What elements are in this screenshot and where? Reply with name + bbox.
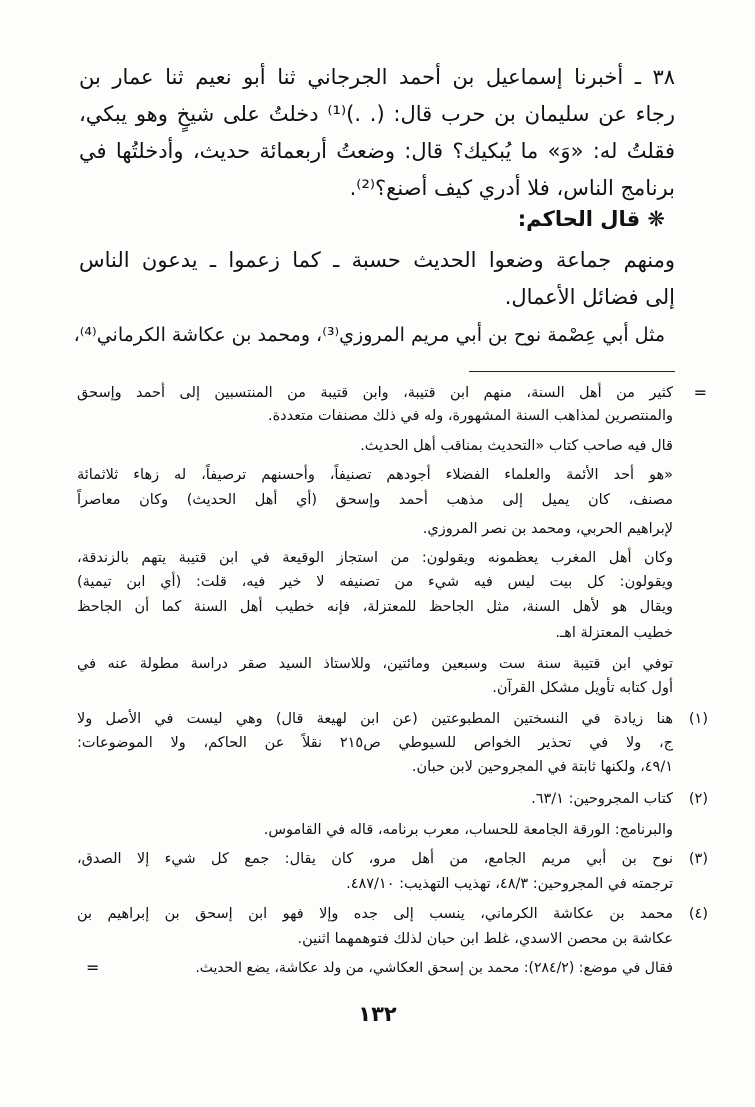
footnote-cont-line-7: وكان أهل المغرب يعظمونه ويقولون: من استجاز الوقيعة في ابن قتيبة يتهم بالزندقة، xyxy=(77,550,673,566)
footnote-cont-line-5: مصنف، كان يميل إلى مذهب أحمد وإسحق (أي أهل الحديث) وكان معاصراً xyxy=(77,492,673,508)
footnote-cont-line-10: خطيب المعتزلة اهـ. xyxy=(555,625,673,641)
footnote-cont-line-1: كثير من أهل السنة، منهم ابن قتيبة، وابن قتيبة من المنتسبين إلى أحمد وإسحق xyxy=(77,385,673,401)
footnote-number-2: (٢) xyxy=(688,791,708,807)
footnote-cont-line-6: لإبراهيم الحربي، ومحمد بن نصر المروزي. xyxy=(422,521,673,537)
main-text-line-5: ومنهم جماعة وضعوا الحديث حسبة ـ كما زعموا ـ يدعون الناس xyxy=(79,248,675,272)
footnote-cont-line-8: ويقولون: كل بيت ليس فيه شيء من تصنيفه لا خير فيه، قلت: (أي ابن تيمية) xyxy=(77,574,673,590)
main-text-line-6: إلى فضائل الأعمال. xyxy=(504,285,675,309)
footnote-cont-line-4: «هو أحد الأئمة والعلماء الفضلاء أجودهم تصنيفاً، وأحسنهم ترصيفاً، له زهاء ثلاثمائة xyxy=(77,467,673,483)
main-text-line-2: رجاء عن سليمان بن حرب قال: (. .)⁽¹⁾ دخلتُ على شيخٍ وهو يبكي، xyxy=(79,102,675,126)
footnote-3-line-1: نوح بن أبي مريم الجامع، من أهل مرو، كان يقال: جمع كل شيء إلا الصدق، xyxy=(77,851,673,867)
page-number: ١٣٢ xyxy=(358,1002,397,1026)
footnote-separator xyxy=(469,371,675,372)
section-heading: ❋ قال الحاكم: xyxy=(517,207,665,231)
footnote-cont-line-12: أول كتابه تأويل مشكل القرآن. xyxy=(492,680,673,696)
footnote-4-line-2: عكاشة بن محصن الاسدي، غلط ابن حبان لذلك فتوهمهما اثنين. xyxy=(297,931,673,947)
footnote-1-line-3: ٤٩/١، ولكنها ثابتة في المجروحين لابن حبان. xyxy=(411,759,673,775)
footnote-cont-line-2: والمنتصرين لمذاهب السنة المشهورة، وله في ذلك مصنفات متعددة. xyxy=(267,408,673,424)
footnote-1-line-2: ج، ولا في تحذير الخواص للسيوطي ص٢١٥ نقلاً عن الحاكم، ولا الموضوعات: xyxy=(77,735,673,751)
footnote-2-line-1: كتاب المجروحين: ٦٣/١. xyxy=(531,791,673,807)
main-text-line-7: مثل أبي عِصْمة نوح بن أبي مريم المروزي⁽³⁾، ومحمد بن عكاشة الكرماني⁽⁴⁾، xyxy=(73,324,665,346)
continuation-marker-end: = xyxy=(86,958,100,977)
footnote-number-1: (١) xyxy=(688,711,708,727)
footnote-cont-line-11: توفي ابن قتيبة سنة ست وسبعين ومائتين، وللاستاذ السيد صقر دراسة مطولة عنه في xyxy=(77,656,673,672)
footnote-4-line-3: فقال في موضع: (٢٨٤/٢): محمد بن إسحق العكاشي، من ولد عكاشة، يضع الحديث. xyxy=(195,960,673,976)
footnote-cont-line-3: قال فيه صاحب كتاب «التحديث بمناقب أهل الحديث. xyxy=(360,438,673,454)
footnote-cont-line-9: ويقال هو لأهل السنة، مثل الجاحظ للمعتزلة، فإنه خطيب أهل السنة كما أن الجاحظ xyxy=(77,599,673,615)
footnote-number-3: (٣) xyxy=(688,851,708,867)
main-text-line-4: برنامج الناس، فلا أدري كيف أصنع؟⁽²⁾. xyxy=(349,176,675,200)
footnote-number-4: (٤) xyxy=(688,906,708,922)
footnote-1-line-1: هنا زيادة في النسختين المطبوعتين (عن ابن لهيعة قال) وهي ليست في الأصل ولا xyxy=(77,711,673,727)
footnote-4-line-1: محمد بن عكاشة الكرماني، ينسب إلى جده وإلا فهو ابن إسحق بن إبراهيم بن xyxy=(77,906,673,922)
main-text-line-1: ٣٨ ـ أخبرنا إسماعيل بن أحمد الجرجاني ثنا أبو نعيم ثنا عمار بن xyxy=(79,65,675,89)
footnote-3-line-2: ترجمته في المجروحين: ٤٨/٣، تهذيب التهذيب: ٤٨٧/١٠. xyxy=(346,876,673,892)
continuation-marker: = xyxy=(693,383,707,402)
footnote-2-line-2: والبرنامج: الورقة الجامعة للحساب، معرب برنامه، قاله في القاموس. xyxy=(263,822,673,838)
main-text-line-3: فقلتُ له: «وَ» ما يُبكيك؟ قال: وضعتُ أربعمائة حديث، وأدخلتُها في xyxy=(79,139,675,163)
